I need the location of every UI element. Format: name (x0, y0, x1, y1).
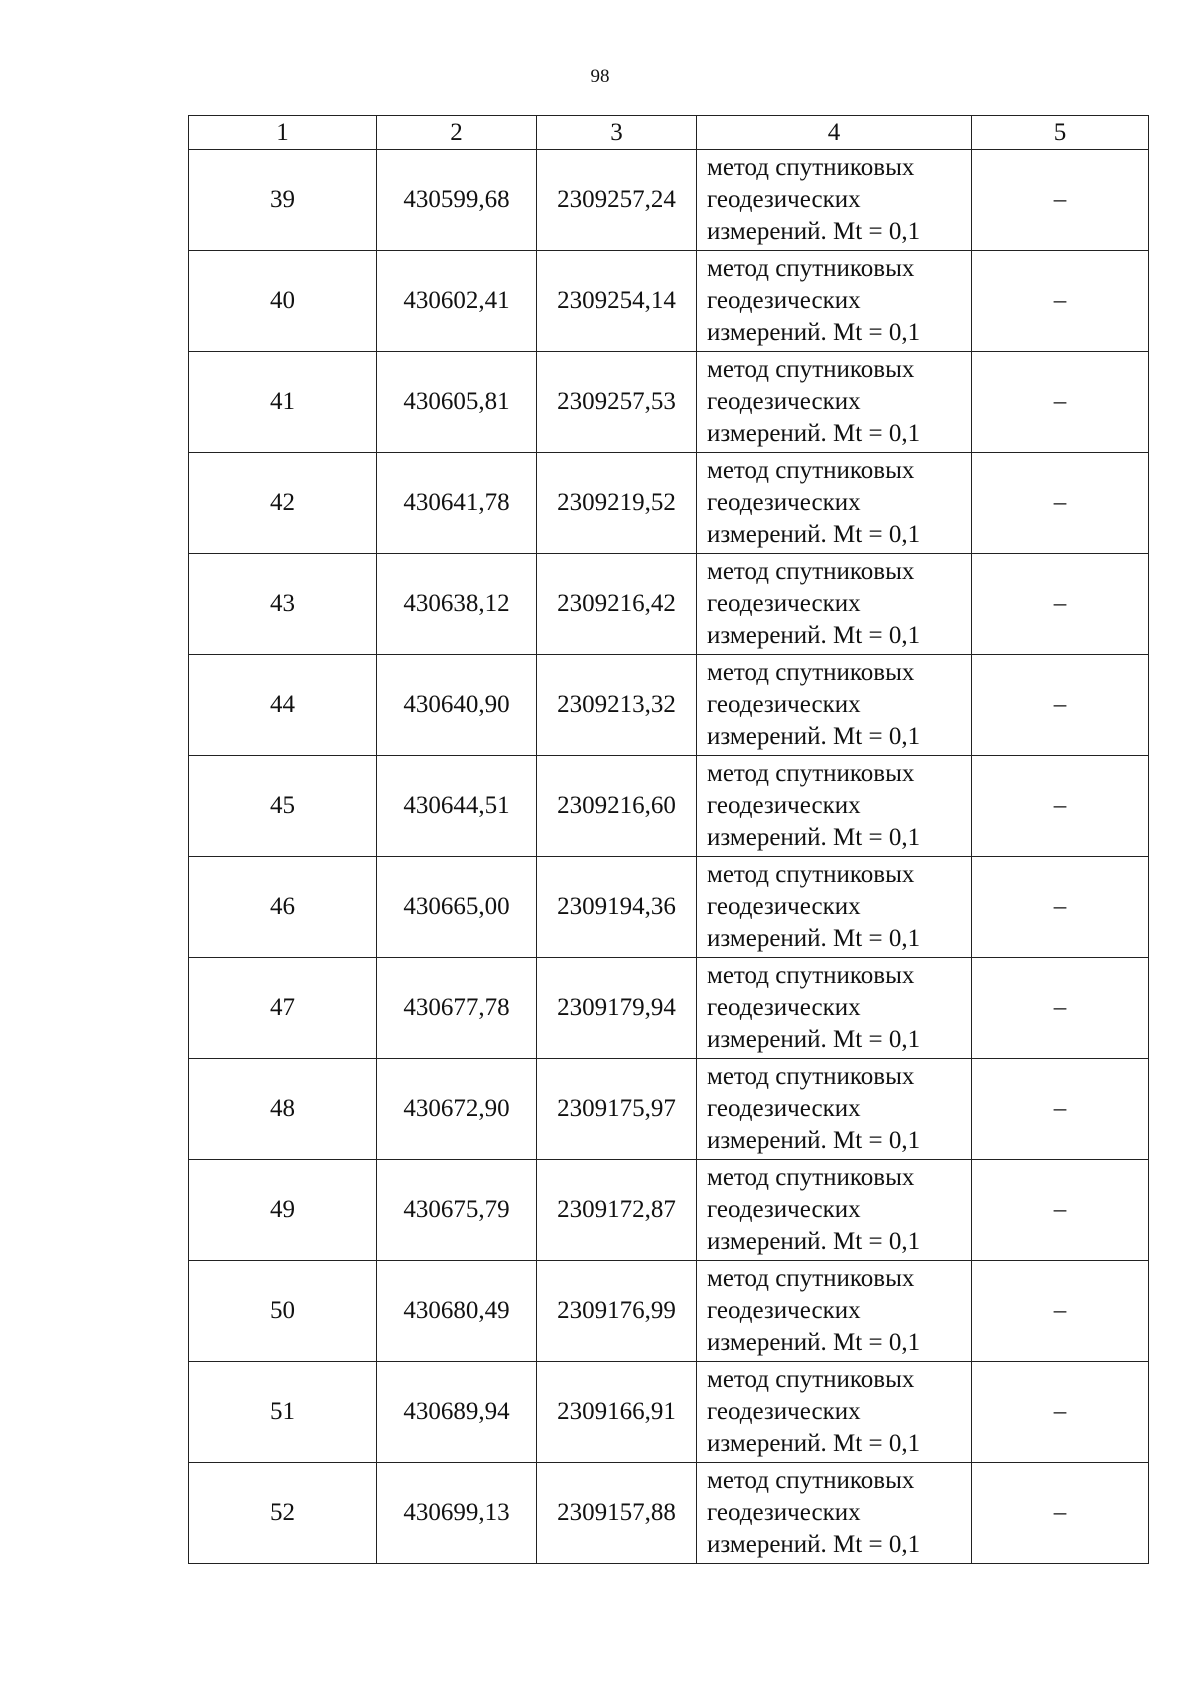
x-coordinate-cell: 430675,79 (377, 1160, 537, 1261)
note-cell: – (972, 1463, 1149, 1564)
x-coordinate-cell: 430689,94 (377, 1362, 537, 1463)
table-row (189, 1160, 1149, 1261)
note-cell: – (972, 453, 1149, 554)
method-cell (697, 453, 972, 554)
y-coordinate-cell: 2309166,91 (537, 1362, 697, 1463)
point-number-cell: 39 (189, 150, 377, 251)
note-cell: – (972, 352, 1149, 453)
note-cell: – (972, 150, 1149, 251)
method-cell (697, 1463, 972, 1564)
method-text-line: геодезических (707, 1095, 861, 1122)
method-text-line: геодезических (707, 792, 861, 819)
y-coordinate-cell: 2309257,53 (537, 352, 697, 453)
note-cell: – (972, 857, 1149, 958)
method-text-line: метод спутниковых (707, 1467, 915, 1494)
column-header-5: 5 (972, 116, 1149, 150)
y-coordinate-cell: 2309254,14 (537, 251, 697, 352)
column-header-4: 4 (697, 116, 972, 150)
method-text-line: геодезических (707, 893, 861, 920)
method-text-line: геодезических (707, 1398, 861, 1425)
note-cell: – (972, 1261, 1149, 1362)
table-row (189, 1059, 1149, 1160)
method-cell (697, 251, 972, 352)
table-row (189, 857, 1149, 958)
y-coordinate-cell: 2309176,99 (537, 1261, 697, 1362)
x-coordinate-cell: 430680,49 (377, 1261, 537, 1362)
method-text-line: метод спутниковых (707, 255, 915, 282)
method-text-line: геодезических (707, 388, 861, 415)
method-text-line: метод спутниковых (707, 659, 915, 686)
method-text-line: геодезических (707, 287, 861, 314)
y-coordinate-cell: 2309213,32 (537, 655, 697, 756)
point-number-cell: 47 (189, 958, 377, 1059)
note-cell: – (972, 251, 1149, 352)
coordinates-table (188, 115, 1149, 1564)
method-text-line: измерений. Mt = 0,1 (707, 723, 921, 750)
method-text-line: геодезических (707, 186, 861, 213)
y-coordinate-cell: 2309157,88 (537, 1463, 697, 1564)
header-row (189, 116, 1149, 150)
method-text-line: измерений. Mt = 0,1 (707, 1430, 921, 1457)
point-number-cell: 49 (189, 1160, 377, 1261)
method-text-line: измерений. Mt = 0,1 (707, 420, 921, 447)
method-text-line: метод спутниковых (707, 1063, 915, 1090)
y-coordinate-cell: 2309172,87 (537, 1160, 697, 1261)
table-row (189, 1463, 1149, 1564)
method-text-line: геодезических (707, 994, 861, 1021)
method-text-line: измерений. Mt = 0,1 (707, 925, 921, 952)
y-coordinate-cell: 2309219,52 (537, 453, 697, 554)
x-coordinate-cell: 430599,68 (377, 150, 537, 251)
method-text-line: метод спутниковых (707, 356, 915, 383)
method-text-line: измерений. Mt = 0,1 (707, 1329, 921, 1356)
method-text-line: измерений. Mt = 0,1 (707, 1026, 921, 1053)
method-text-line: измерений. Mt = 0,1 (707, 521, 921, 548)
x-coordinate-cell: 430641,78 (377, 453, 537, 554)
note-cell: – (972, 554, 1149, 655)
point-number-cell: 48 (189, 1059, 377, 1160)
point-number-cell: 46 (189, 857, 377, 958)
point-number-cell: 50 (189, 1261, 377, 1362)
method-cell (697, 756, 972, 857)
point-number-cell: 42 (189, 453, 377, 554)
point-number-cell: 51 (189, 1362, 377, 1463)
x-coordinate-cell: 430665,00 (377, 857, 537, 958)
method-cell (697, 1160, 972, 1261)
note-cell: – (972, 1362, 1149, 1463)
table-row (189, 554, 1149, 655)
method-text-line: метод спутниковых (707, 861, 915, 888)
y-coordinate-cell: 2309179,94 (537, 958, 697, 1059)
column-header-3: 3 (537, 116, 697, 150)
table-row (189, 251, 1149, 352)
table-row (189, 1362, 1149, 1463)
x-coordinate-cell: 430699,13 (377, 1463, 537, 1564)
method-text-line: метод спутниковых (707, 1366, 915, 1393)
method-text-line: геодезических (707, 590, 861, 617)
page-number: 98 (590, 66, 610, 87)
method-text-line: измерений. Mt = 0,1 (707, 1127, 921, 1154)
method-cell (697, 655, 972, 756)
x-coordinate-cell: 430605,81 (377, 352, 537, 453)
method-text-line: метод спутниковых (707, 1164, 915, 1191)
method-cell (697, 958, 972, 1059)
method-text-line: измерений. Mt = 0,1 (707, 622, 921, 649)
method-cell (697, 1362, 972, 1463)
method-cell (697, 554, 972, 655)
method-cell (697, 352, 972, 453)
note-cell: – (972, 655, 1149, 756)
table-row (189, 756, 1149, 857)
method-cell (697, 1059, 972, 1160)
method-text-line: геодезических (707, 1297, 861, 1324)
table-body (189, 150, 1149, 1564)
method-text-line: геодезических (707, 691, 861, 718)
y-coordinate-cell: 2309175,97 (537, 1059, 697, 1160)
method-text-line: метод спутниковых (707, 962, 915, 989)
note-cell: – (972, 958, 1149, 1059)
column-header-2: 2 (377, 116, 537, 150)
method-text-line: геодезических (707, 1196, 861, 1223)
point-number-cell: 40 (189, 251, 377, 352)
table-row (189, 1261, 1149, 1362)
y-coordinate-cell: 2309194,36 (537, 857, 697, 958)
method-text-line: измерений. Mt = 0,1 (707, 218, 921, 245)
method-text-line: метод спутниковых (707, 457, 915, 484)
x-coordinate-cell: 430638,12 (377, 554, 537, 655)
method-text-line: метод спутниковых (707, 1265, 915, 1292)
x-coordinate-cell: 430672,90 (377, 1059, 537, 1160)
method-text-line: измерений. Mt = 0,1 (707, 319, 921, 346)
table-row (189, 352, 1149, 453)
method-text-line: метод спутниковых (707, 760, 915, 787)
x-coordinate-cell: 430602,41 (377, 251, 537, 352)
table-row (189, 655, 1149, 756)
x-coordinate-cell: 430677,78 (377, 958, 537, 1059)
method-text-line: измерений. Mt = 0,1 (707, 1228, 921, 1255)
table-row (189, 453, 1149, 554)
method-cell (697, 857, 972, 958)
method-text-line: измерений. Mt = 0,1 (707, 1531, 921, 1558)
point-number-cell: 44 (189, 655, 377, 756)
y-coordinate-cell: 2309216,60 (537, 756, 697, 857)
column-header-1: 1 (189, 116, 377, 150)
note-cell: – (972, 1160, 1149, 1261)
y-coordinate-cell: 2309257,24 (537, 150, 697, 251)
table-row (189, 150, 1149, 251)
method-text-line: измерений. Mt = 0,1 (707, 824, 921, 851)
point-number-cell: 52 (189, 1463, 377, 1564)
x-coordinate-cell: 430644,51 (377, 756, 537, 857)
method-text-line: геодезических (707, 1499, 861, 1526)
note-cell: – (972, 1059, 1149, 1160)
method-text-line: геодезических (707, 489, 861, 516)
method-cell (697, 1261, 972, 1362)
method-cell (697, 150, 972, 251)
method-text-line: метод спутниковых (707, 558, 915, 585)
point-number-cell: 41 (189, 352, 377, 453)
table-header (189, 116, 1149, 150)
x-coordinate-cell: 430640,90 (377, 655, 537, 756)
table-row (189, 958, 1149, 1059)
y-coordinate-cell: 2309216,42 (537, 554, 697, 655)
point-number-cell: 43 (189, 554, 377, 655)
point-number-cell: 45 (189, 756, 377, 857)
method-text-line: метод спутниковых (707, 154, 915, 181)
note-cell: – (972, 756, 1149, 857)
